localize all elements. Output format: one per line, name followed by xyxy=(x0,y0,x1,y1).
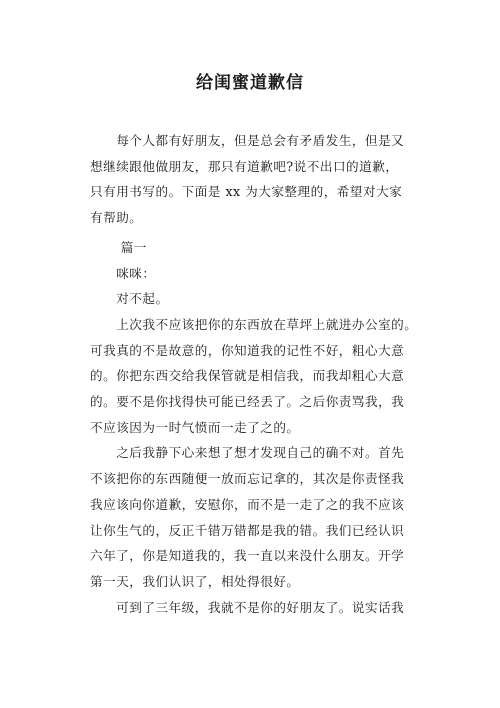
paragraph-line: 我应该向你道歉，安慰你，而不是一走了之的我不应该 xyxy=(90,496,405,512)
paragraph-line: 有帮助。 xyxy=(90,210,143,226)
paragraph-line: 可到了三年级，我就不是你的好朋友了。说实话我 xyxy=(90,599,405,615)
paragraph-line: 的。要不是你找得快可能已经丢了。之后你责骂我，我 xyxy=(90,394,405,410)
paragraph-line: 让你生气的，反正千错万错都是我的错。我们已经认识 xyxy=(90,522,405,538)
paragraph-line: 每个人都有好朋友，但是总会有矛盾发生，但是又 xyxy=(90,133,405,148)
document-body xyxy=(90,128,425,620)
paragraph-line: 对不起。 xyxy=(90,291,169,307)
paragraph-line: 第一天，我们认识了，相处得很好。 xyxy=(90,573,300,589)
paragraph-line: 的。你把东西交给我保管就是相信我，而我却粗心大意 xyxy=(90,368,405,384)
document-title: 给闺蜜道歉信 xyxy=(196,73,304,93)
paragraph-line: 不该把你的东西随便一放而忘记拿的，其次是你责怪我 xyxy=(90,471,405,487)
paragraph-line: 不应该因为一时气愤而一走了之的。 xyxy=(90,419,300,435)
paragraph-line: 可我真的不是故意的，你知道我的记性不好，粗心大意 xyxy=(90,342,405,358)
paragraph-line: 想继续跟他做朋友，那只有道歉吧?说不出口的道歉， xyxy=(90,158,399,174)
section-heading: 篇一 xyxy=(90,239,147,255)
paragraph-line: 上次我不应该把你的东西放在草坪上就进办公室的。 xyxy=(90,316,418,332)
paragraph-line: 之后我静下心来想了想才发现自己的确不对。首先 xyxy=(90,445,405,461)
salutation: 咪咪： xyxy=(90,265,156,281)
paragraph-line: 只有用书写的。下面是 xx 为大家整理的，希望对大家 xyxy=(90,184,403,200)
paragraph-line: 六年了，你是知道我的，我一直以来没什么朋友。开学 xyxy=(90,548,405,564)
